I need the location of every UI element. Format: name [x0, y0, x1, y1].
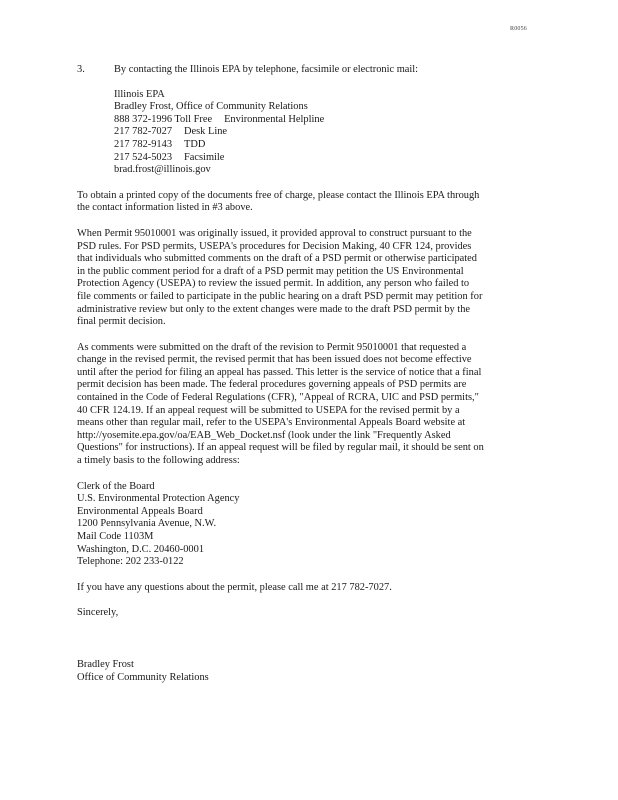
- page-stamp: R0056: [510, 26, 528, 32]
- address-line: Clerk of the Board: [77, 480, 155, 492]
- text-line: final permit decision.: [77, 316, 166, 328]
- text-line: the contact information listed in #3 above.: [77, 202, 253, 214]
- address-line: Telephone: 202 233-0122: [77, 556, 184, 568]
- text-line: until after the period for filing an appeal has passed. This letter is the service of notice that a final: [77, 366, 482, 378]
- text-line: As comments were submitted on the draft of the revision to Permit 95010001 that requested a: [77, 341, 467, 353]
- phone-number: 217 782-7027: [114, 126, 173, 138]
- questions-line: [77, 582, 522, 595]
- text-line: Questions" for instructions). If an appeal request will be filed by regular mail, it should be sent on: [77, 442, 484, 454]
- text-line: contained in the Code of Federal Regulations (CFR), "Appeal of RCRA, UIC and PSD permits,": [77, 392, 479, 404]
- address-line: Mail Code 1103M: [77, 531, 154, 542]
- text-line: administrative review but only to the extent changes were made to the draft PSD permit by the: [77, 303, 471, 315]
- text-line: To obtain a printed copy of the documents free of charge, please contact the Illinois EPA through: [77, 189, 480, 201]
- item-number: 3.: [77, 64, 85, 75]
- item-3-row: [77, 64, 522, 77]
- signer-name: Bradley Frost: [77, 658, 134, 670]
- phone-number: 217 782-9143: [114, 138, 173, 150]
- text-line: http://yosemite.epa.gov/oa/EAB_Web_Docket.nsf (look under the link "Frequently Asked: [77, 429, 451, 441]
- psd-paragraph: [77, 228, 522, 329]
- closing-text: Sincerely,: [77, 607, 119, 619]
- text-line: 40 CFR 124.19. If an appeal request will be submitted to USEPA for the revised permit by a: [77, 404, 460, 416]
- address-line: U.S. Environmental Protection Agency: [77, 493, 240, 505]
- text-line: file comments or failed to participate in the public hearing on a draft PSD permit may petition for: [77, 290, 483, 302]
- text-line: in the public comment period for a draft of a PSD permit may petition the US Environmental: [77, 265, 464, 277]
- appeal-paragraph: [77, 342, 522, 468]
- address-line: Washington, D.C. 20460-0001: [77, 543, 205, 555]
- phone-line: [114, 152, 522, 165]
- contact-email: brad.frost@illinois.gov: [114, 164, 211, 176]
- mailing-address: [77, 481, 522, 569]
- text-line: that individuals who submitted comments on the draft of a PSD permit or otherwise participated: [77, 253, 477, 265]
- text-line: If you have any questions about the permit, please call me at 217 782-7027.: [77, 581, 392, 593]
- phone-label: Environmental Helpline: [224, 113, 325, 125]
- phone-number: 217 524-5023: [114, 151, 173, 163]
- phone-line: [114, 139, 522, 152]
- printed-copy-paragraph: [77, 190, 522, 215]
- text-line: means other than regular mail, refer to the USEPA's Environmental Appeals Board website at: [77, 417, 466, 429]
- closing: [77, 607, 522, 620]
- text-line: PSD rules. For PSD permits, USEPA's procedures for Decision Making, 40 CFR 124, provides: [77, 240, 472, 252]
- text-line: change in the revised permit, the revised permit that has been issued does not become effective: [77, 354, 472, 366]
- contact-person: Bradley Frost, Office of Community Relations: [114, 101, 308, 113]
- item-heading: By contacting the Illinois EPA by telephone, facsimile or electronic mail:: [114, 64, 419, 75]
- text-line: When Permit 95010001 was originally issued, it provided approval to construct pursuant to the: [77, 227, 472, 239]
- letter-body: [77, 64, 522, 684]
- text-line: a timely basis to the following address:: [77, 455, 240, 467]
- phone-label: TDD: [184, 138, 206, 150]
- phone-label: Facsimile: [184, 151, 225, 163]
- text-line: Protection Agency (USEPA) to review the issued permit. In addition, any person who failed to: [77, 278, 470, 290]
- text-line: permit decision has been made. The federal procedures governing appeals of PSD permits are: [77, 379, 467, 391]
- address-line: Environmental Appeals Board: [77, 505, 203, 517]
- phone-label: Desk Line: [184, 126, 228, 138]
- address-line: 1200 Pennsylvania Avenue, N.W.: [77, 518, 217, 530]
- phone-line: [114, 126, 522, 139]
- phone-line: [114, 114, 522, 127]
- signature-block: [77, 659, 522, 684]
- contact-block: [114, 89, 522, 177]
- contact-org: Illinois EPA: [114, 88, 165, 100]
- signer-title: Office of Community Relations: [77, 671, 209, 683]
- phone-number: 888 372-1996 Toll Free: [114, 113, 213, 125]
